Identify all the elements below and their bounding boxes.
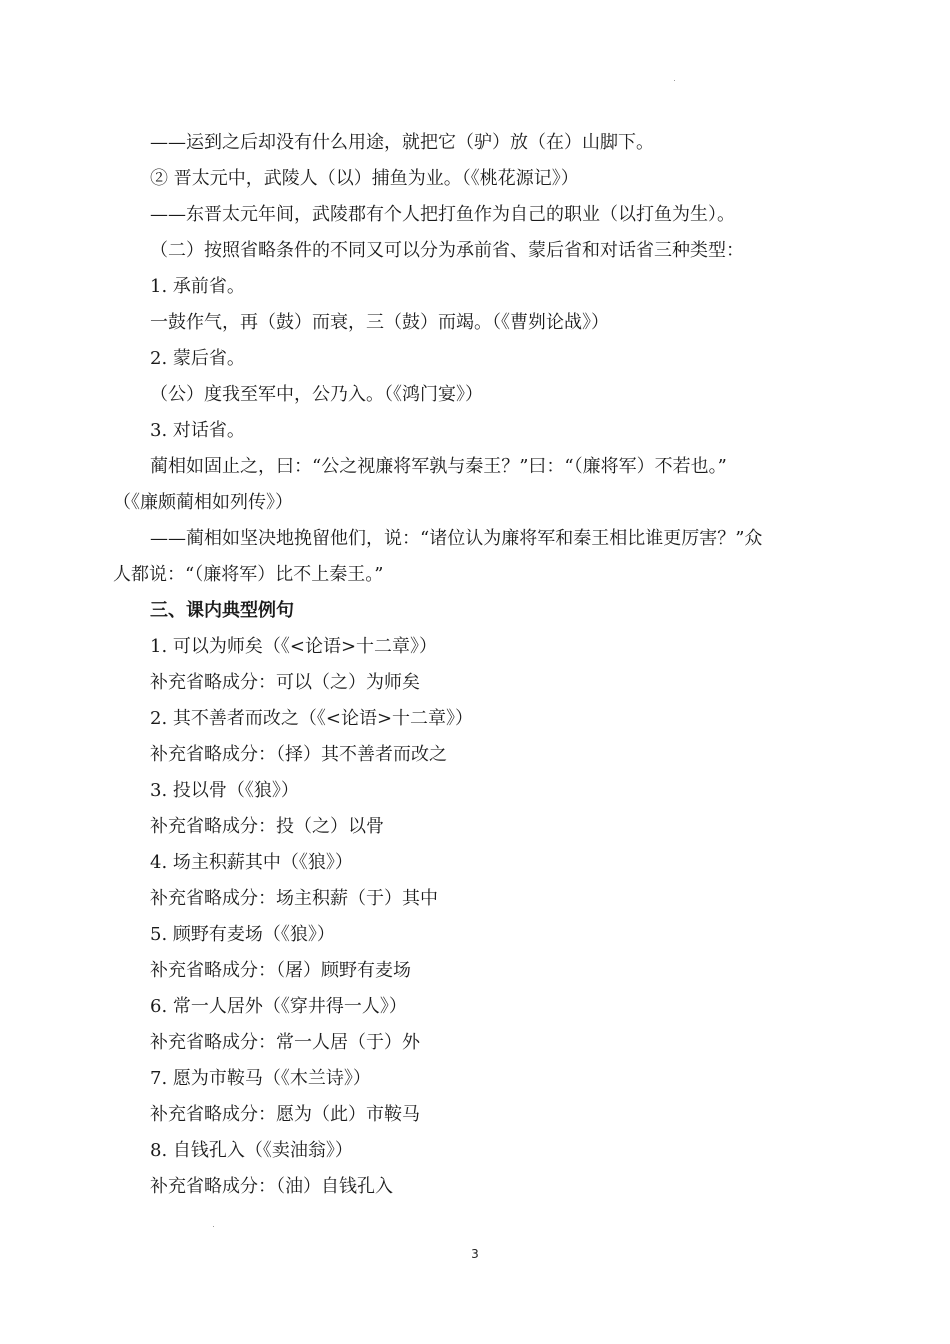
text-line: 8. 自钱孔入（《卖油翁》） — [150, 1140, 353, 1161]
text-line: 补充省略成分：愿为（此）市鞍马 — [150, 1104, 420, 1125]
text-line: 人都说：“（廉将军）比不上秦王。” — [113, 564, 384, 585]
text-line: （二）按照省略条件的不同又可以分为承前省、蒙后省和对话省三种类型： — [150, 240, 744, 261]
text-line: 一鼓作气，再（鼓）而衰，三（鼓）而竭。（《曹刿论战》） — [150, 312, 609, 333]
text-line: 补充省略成分：投（之）以骨 — [150, 816, 384, 837]
text-line: 2. 蒙后省。 — [150, 348, 245, 369]
text-line: ——运到之后却没有什么用途，就把它（驴）放（在）山脚下。 — [150, 132, 654, 153]
scan-mark — [674, 80, 675, 81]
text-line: ——蔺相如坚决地挽留他们，说：“诸位认为廉将军和秦王相比谁更厉害？”众 — [150, 528, 763, 549]
text-line: 2. 其不善者而改之（《<论语>十二章》） — [150, 708, 474, 729]
section-heading: 三、课内典型例句 — [150, 600, 294, 621]
text-line: 补充省略成分：（屠）顾野有麦场 — [150, 960, 411, 981]
text-line: 4. 场主积薪其中（《狼》） — [150, 852, 353, 873]
text-line: 1. 可以为师矣（《<论语>十二章》） — [150, 636, 438, 657]
text-line: ——东晋太元年间，武陵郡有个人把打鱼作为自己的职业（以打鱼为生）。 — [150, 204, 735, 225]
document-body — [113, 125, 835, 1205]
text-line: 5. 顾野有麦场（《狼》） — [150, 924, 335, 945]
text-line: 6. 常一人居外（《穿井得一人》） — [150, 996, 407, 1017]
scan-mark — [213, 1226, 214, 1227]
text-line: （公）度我至军中，公乃入。（《鸿门宴》） — [150, 384, 483, 405]
text-line: ② 晋太元中，武陵人（以）捕鱼为业。（《桃花源记》） — [150, 168, 579, 189]
text-line: 补充省略成分：常一人居（于）外 — [150, 1032, 420, 1053]
text-line: 3. 对话省。 — [150, 420, 245, 441]
text-line: 7. 愿为市鞍马（《木兰诗》） — [150, 1068, 371, 1089]
text-line: 蔺相如固止之，曰：“公之视廉将军孰与秦王？”曰：“（廉将军）不若也。” — [150, 456, 727, 477]
text-line: 补充省略成分：场主积薪（于）其中 — [150, 888, 438, 909]
text-line: 3. 投以骨（《狼》） — [150, 780, 299, 801]
page-number: 3 — [471, 1247, 479, 1261]
text-line: 补充省略成分：可以（之）为师矣 — [150, 672, 420, 693]
text-line: 补充省略成分：（油）自钱孔入 — [150, 1176, 393, 1197]
text-line: （《廉颇蔺相如列传》） — [113, 492, 293, 513]
text-line: 补充省略成分：（择）其不善者而改之 — [150, 744, 447, 765]
text-line: 1. 承前省。 — [150, 276, 245, 297]
